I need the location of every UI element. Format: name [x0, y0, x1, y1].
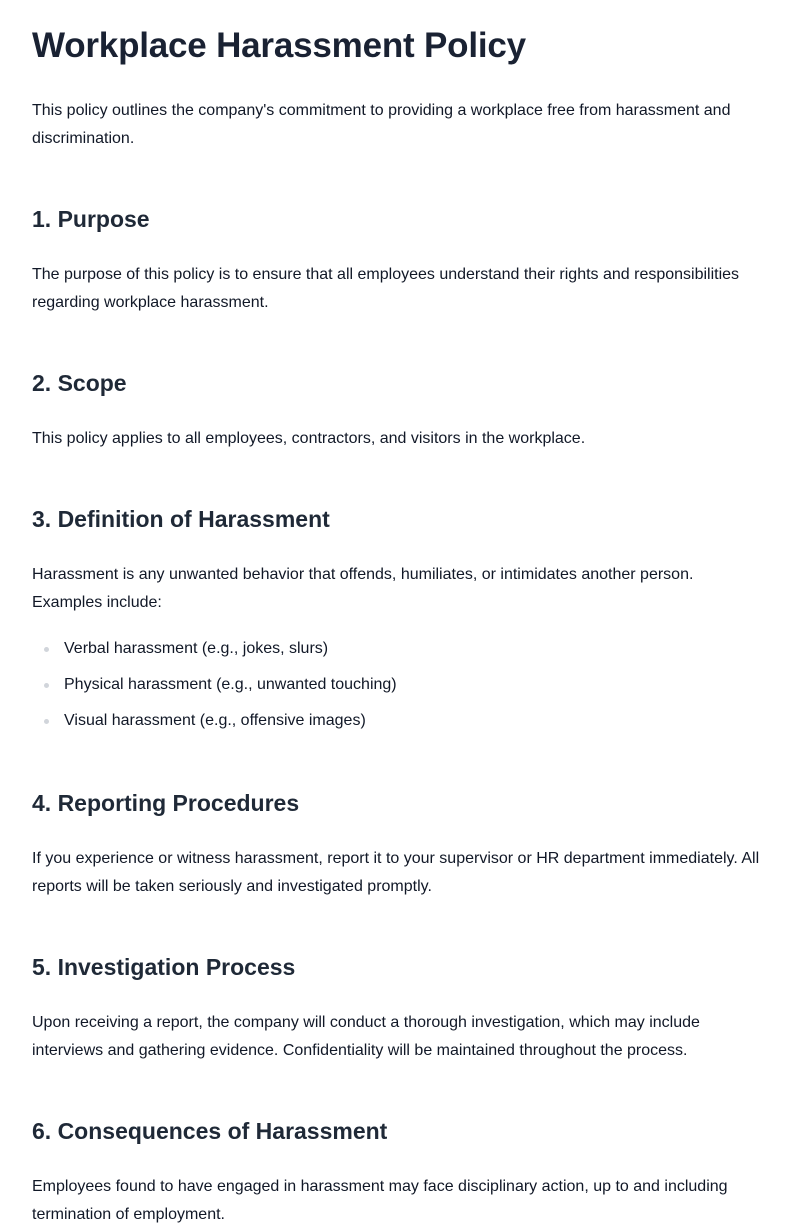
list-item-text: Visual harassment (e.g., offensive images)	[64, 712, 366, 729]
section-body: Employees found to have engaged in harassment may face disciplinary action, up to and including termination of employment.	[32, 1178, 728, 1223]
bullet-icon	[44, 683, 49, 688]
section-heading: 4. Reporting Procedures	[32, 790, 300, 816]
section-investigation	[32, 951, 768, 1065]
intro-paragraph: This policy outlines the company's commitment to providing a workplace free from harassment and discrimination.	[32, 102, 731, 147]
page-title: Workplace Harassment Policy	[32, 26, 526, 65]
list-item	[32, 637, 768, 661]
section-body: Harassment is any unwanted behavior that offends, humiliates, or intimidates another person. Examples include:	[32, 566, 694, 611]
list-item	[32, 673, 768, 697]
section-heading: 5. Investigation Process	[32, 954, 296, 980]
section-consequences	[32, 1115, 768, 1229]
list-item	[32, 709, 768, 733]
section-heading: 1. Purpose	[32, 206, 150, 232]
section-body: Upon receiving a report, the company will conduct a thorough investigation, which may include interviews and gathering evidence. Confidentiality will be maintained throughout the process.	[32, 1014, 700, 1059]
bullet-icon	[44, 647, 49, 652]
list-item-text: Physical harassment (e.g., unwanted touching)	[64, 676, 397, 693]
section-body: If you experience or witness harassment, report it to your supervisor or HR department immediately. All reports will be taken seriously and investigated promptly.	[32, 850, 760, 895]
section-heading: 2. Scope	[32, 370, 127, 396]
section-heading: 6. Consequences of Harassment	[32, 1118, 388, 1144]
section-purpose	[32, 203, 768, 317]
section-body: This policy applies to all employees, contractors, and visitors in the workplace.	[32, 430, 586, 447]
section-body: The purpose of this policy is to ensure that all employees understand their rights and responsibilities regarding workplace harassment.	[32, 266, 740, 311]
examples-list	[32, 637, 768, 733]
bullet-icon	[44, 719, 49, 724]
section-reporting	[32, 787, 768, 901]
section-heading: 3. Definition of Harassment	[32, 506, 330, 532]
section-definition	[32, 503, 768, 733]
list-item-text: Verbal harassment (e.g., jokes, slurs)	[64, 640, 329, 657]
section-scope	[32, 367, 768, 453]
